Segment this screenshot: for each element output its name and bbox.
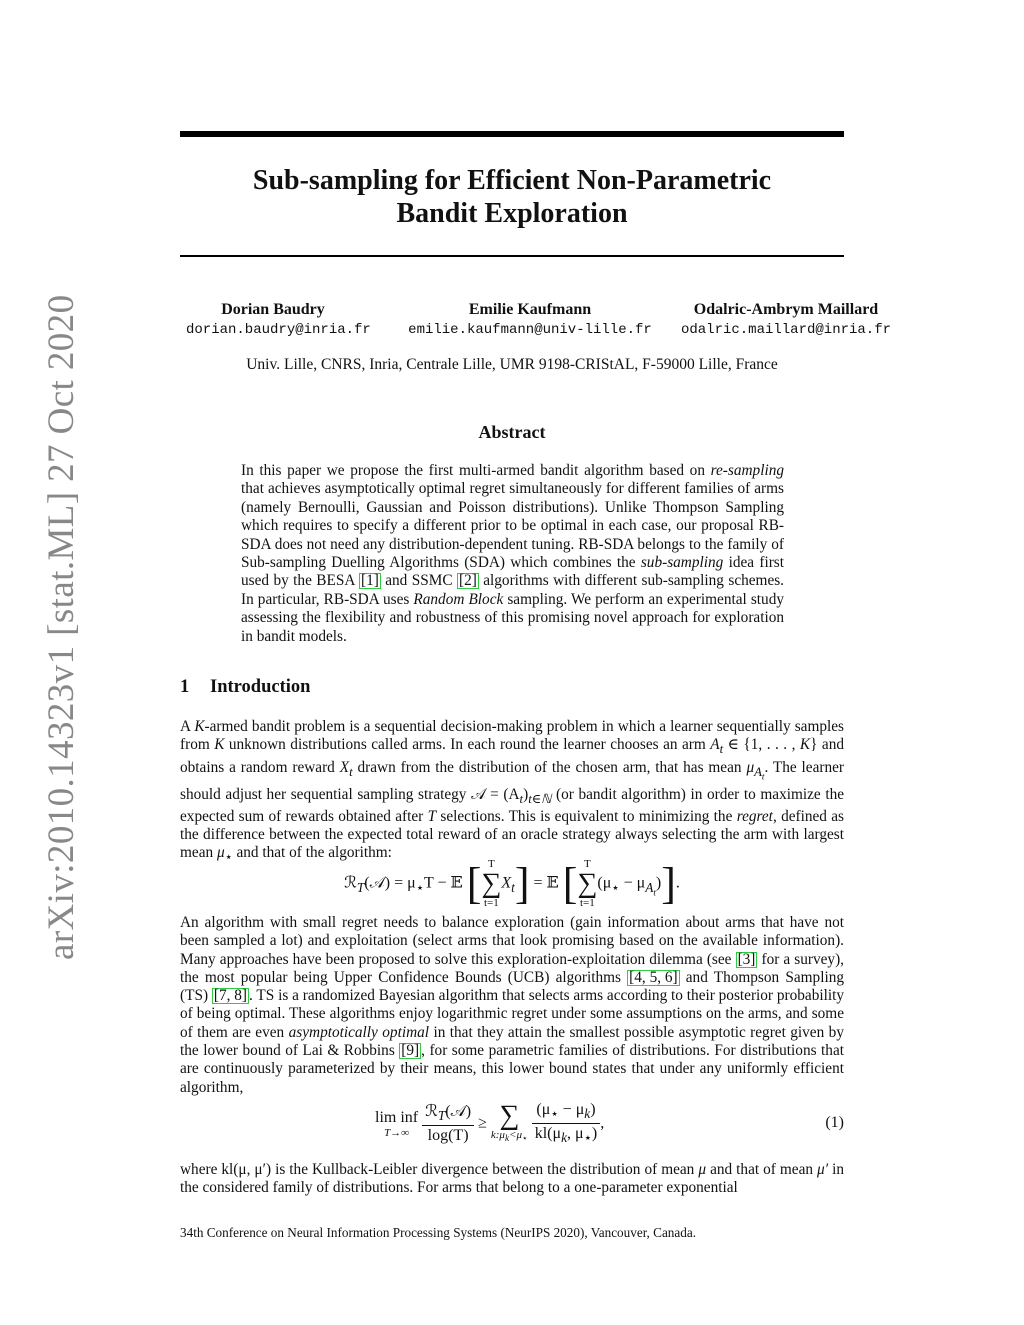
text: in that they attain the smallest possible asymptotic regret given by the lower bound of Lai & Robbins [180, 1023, 844, 1060]
math-text: (μ [597, 874, 612, 892]
text: and that of the algorithm: [232, 844, 392, 862]
citation-link[interactable]: [2] [458, 572, 477, 590]
text: , defined as the difference between the expected total reward of an oracle strategy always selecting the arm with largest mean [180, 807, 844, 862]
abstract-emphasis: Random Block [413, 590, 504, 608]
intro-paragraph-1 [180, 718, 844, 867]
text: ∈ {1, . . . , [723, 736, 800, 754]
math-sub: ⋆ [583, 1130, 592, 1146]
author-name: Dorian Baudry [221, 301, 325, 318]
abstract-emphasis: sub-sampling [640, 554, 724, 572]
math-var: T [427, 807, 437, 825]
math-text: ) [591, 1125, 598, 1143]
math-text: − μ [558, 1101, 585, 1118]
title-line-1: Sub-sampling for Efficient Non-Parametric [252, 165, 772, 196]
intro-paragraph-2 [180, 914, 844, 1097]
math-text: = (A [485, 785, 520, 803]
equation-label: (1) [825, 1114, 844, 1131]
author-name: Emilie Kaufmann [468, 301, 592, 318]
math-var: K [214, 736, 225, 754]
sum-lower: k:μ [490, 1128, 505, 1141]
text: where kl(μ, μ′) is the Kullback-Leibler divergence between the distribution of mean [180, 1161, 699, 1178]
abstract-heading: Abstract [478, 422, 546, 442]
math-sub: t [761, 771, 765, 782]
text: (or bandit algorithm) in order to maximize the expected sum of rewards obtained after [180, 785, 845, 825]
sum-upper: T [584, 858, 591, 870]
author-email[interactable]: dorian.baudry@inria.fr [186, 322, 371, 338]
math-sub: ⋆ [415, 879, 425, 895]
math-sub: A [754, 764, 762, 779]
math-text: (μ [536, 1101, 551, 1118]
abstract-emphasis: re-sampling [710, 462, 784, 479]
author-email[interactable]: odalric.maillard@inria.fr [680, 322, 892, 338]
author-block [402, 300, 658, 340]
math-sub: T [437, 1108, 446, 1124]
author-name: Odalric-Ambrym Maillard [693, 301, 879, 318]
sum-symbol: ∑ [481, 868, 502, 899]
text: in the considered family of distributions. For arms that belong to a one-parameter exponential [180, 1161, 844, 1197]
math-var: 𝒜 [471, 785, 486, 803]
title-bottom-rule [180, 255, 844, 257]
math-sub: t [719, 742, 724, 757]
section-title: Introduction [210, 677, 311, 697]
emphasis: regret [736, 807, 773, 825]
math-var: X [339, 758, 350, 776]
abstract-text: sampling. We perform an experimental study assessing the flexibility and robustness of this promising novel approach for exploration in bandit models. [241, 590, 784, 645]
math-var: μ [698, 1161, 707, 1178]
intro-paragraph-3 [180, 1161, 844, 1198]
abstract-text: algorithms with different sub-sampling schemes. In particular, RB-SDA uses [241, 572, 785, 608]
math-text: <μ [509, 1128, 522, 1141]
math-sub: k [504, 1132, 510, 1143]
affiliation: Univ. Lille, CNRS, Inria, Centrale Lille, UMR 9198-CRIStAL, F-59000 Lille, France [246, 356, 778, 373]
math-var: μ [216, 844, 225, 862]
math-symbol: ℛ [425, 1103, 438, 1121]
sum-lower: t=1 [579, 897, 595, 909]
math-sub: T [356, 879, 365, 895]
math-sub: k [561, 1130, 567, 1146]
math-text: . [675, 874, 680, 892]
text: , for some parametric families of distributions. For distributions that are continuously parameterized by their means, this lower bound states that under any uniformly efficient algorithm, [180, 1042, 844, 1096]
text: An algorithm with small regret needs to balance exploration (gain information about arms that have not been sampled a lot) and exploitation (select arms that look promising based on the available information). Many approaches have been proposed to solve this exploration-exploitation dilemma (see [180, 914, 844, 968]
math-var: K [194, 718, 205, 735]
sum-symbol: ∑ [577, 868, 598, 899]
citation-link[interactable]: [9] [401, 1042, 420, 1060]
text: and Thompson Sampling (TS) [180, 968, 844, 1005]
text: and that of mean [706, 1161, 818, 1178]
section-heading [180, 677, 310, 698]
text: . TS is a randomized Bayesian algorithm that selects arms according to their posterior probability of being optimal. These algorithms enjoy logarithmic regret under some assumptions on the arms, and some of them are even [180, 987, 844, 1041]
regret-equation: ℛ$_T$(𝒜) = $\mu_⋆T$ − 𝔼 [ T ∑ t=1 $X_t$] = 𝔼 [ T ∑ t=1 $(\mu_⋆ - \mu_{A_t})$]. [344, 858, 680, 909]
text: } and obtains a random reward [180, 736, 844, 776]
author-email[interactable]: emilie.kaufmann@univ-lille.fr [408, 322, 652, 338]
text: -armed bandit problem is a sequential decision-making problem in which a learner sequentially samples from [180, 718, 845, 754]
math-var: A [710, 736, 720, 754]
math-sub: t [653, 887, 656, 898]
text: selections. This is equivalent to minimizing the [436, 807, 737, 825]
text: for a survey), the most popular being Upper Confidence Bounds (UCB) algorithms [180, 950, 844, 986]
author-block [186, 300, 371, 340]
text: drawn from the distribution of the chosen arm, that has mean [352, 758, 747, 776]
emphasis: asymptotically optimal [288, 1023, 430, 1041]
math-sub: t [519, 791, 524, 806]
abstract-body [241, 462, 784, 646]
citation-link[interactable]: [3] [737, 950, 756, 968]
math-text: T − 𝔼 [424, 874, 463, 892]
math-symbol: ≥ [478, 1114, 487, 1132]
math-sub: ⋆ [611, 879, 620, 895]
sum-symbol: ∑ [499, 1099, 520, 1131]
math-symbol: ℛ [344, 874, 357, 892]
math-var: K [799, 736, 811, 754]
title-top-rule [180, 131, 844, 137]
text: A [180, 718, 195, 735]
math-text: , μ [567, 1125, 584, 1143]
section-number: 1 [180, 677, 190, 697]
abstract-text: and SSMC [380, 572, 457, 590]
math-sub: ⋆ [550, 1106, 559, 1122]
abstract-text: that achieves asymptotically optimal regret simultaneously for different families of arms (namely Bernoulli, Gaussian and Poisson distributions). Unlike Thompson Sampling which requires to specify a different prior to be optimal in each case, our proposal RB-SDA does not need any distribution-dependent tuning. RB-SDA belongs to the family of Sub-sampling Duelling Algorithms (SDA) which combines the [241, 480, 784, 572]
math-sub: t∈ℕ [528, 791, 552, 806]
citation-link[interactable]: [1] [360, 572, 379, 590]
text: . The learner should adjust her sequential sampling strategy [180, 758, 844, 803]
text: unknown distributions called arms. In each round the learner chooses an arm [224, 736, 711, 754]
math-var: μ [746, 758, 755, 776]
math-text: (𝒜) = μ [364, 874, 416, 892]
lower-bound-equation [180, 1100, 844, 1150]
sum-upper: T [488, 858, 495, 870]
abstract-text: idea first used by the BESA [241, 554, 784, 590]
math-sub: ⋆ [521, 1132, 528, 1143]
author-block [676, 300, 896, 340]
title-line-2: Bandit Exploration [396, 198, 628, 229]
math-var: X [501, 874, 512, 892]
math-text: kl(μ [534, 1125, 562, 1143]
math-text: (𝒜) [445, 1103, 472, 1121]
citation-link[interactable]: [7, 8] [213, 987, 248, 1005]
math-text: lim inf [375, 1108, 419, 1126]
math-text: , [600, 1114, 605, 1132]
math-sub: T→∞ [384, 1126, 410, 1139]
abstract-text: In this paper we propose the first multi-armed bandit algorithm based on [241, 462, 711, 479]
math-sub: t [349, 764, 353, 779]
paper-title [180, 164, 844, 230]
math-sub: ⋆ [224, 850, 233, 865]
citation-link[interactable]: [4, 5, 6] [629, 968, 678, 986]
math-sub: t [511, 879, 515, 895]
math-text: ) [590, 1101, 596, 1118]
conference-footnote: 34th Conference on Neural Information Processing Systems (NeurIPS 2020), Vancouver, Canada. [180, 1225, 696, 1240]
math-sub: k [584, 1106, 591, 1122]
math-var: μ′ [817, 1161, 829, 1178]
sum-lower: t=1 [484, 897, 499, 909]
math-text: = 𝔼 [533, 874, 559, 892]
arxiv-stamp: arXiv:2010.14323v1 [stat.ML] 27 Oct 2020 [41, 294, 82, 960]
math-text: ) [523, 785, 529, 803]
math-text: log(T) [427, 1127, 469, 1145]
math-sub: A [645, 879, 654, 895]
math-text: − μ [619, 874, 646, 892]
math-text: ) [655, 874, 662, 892]
